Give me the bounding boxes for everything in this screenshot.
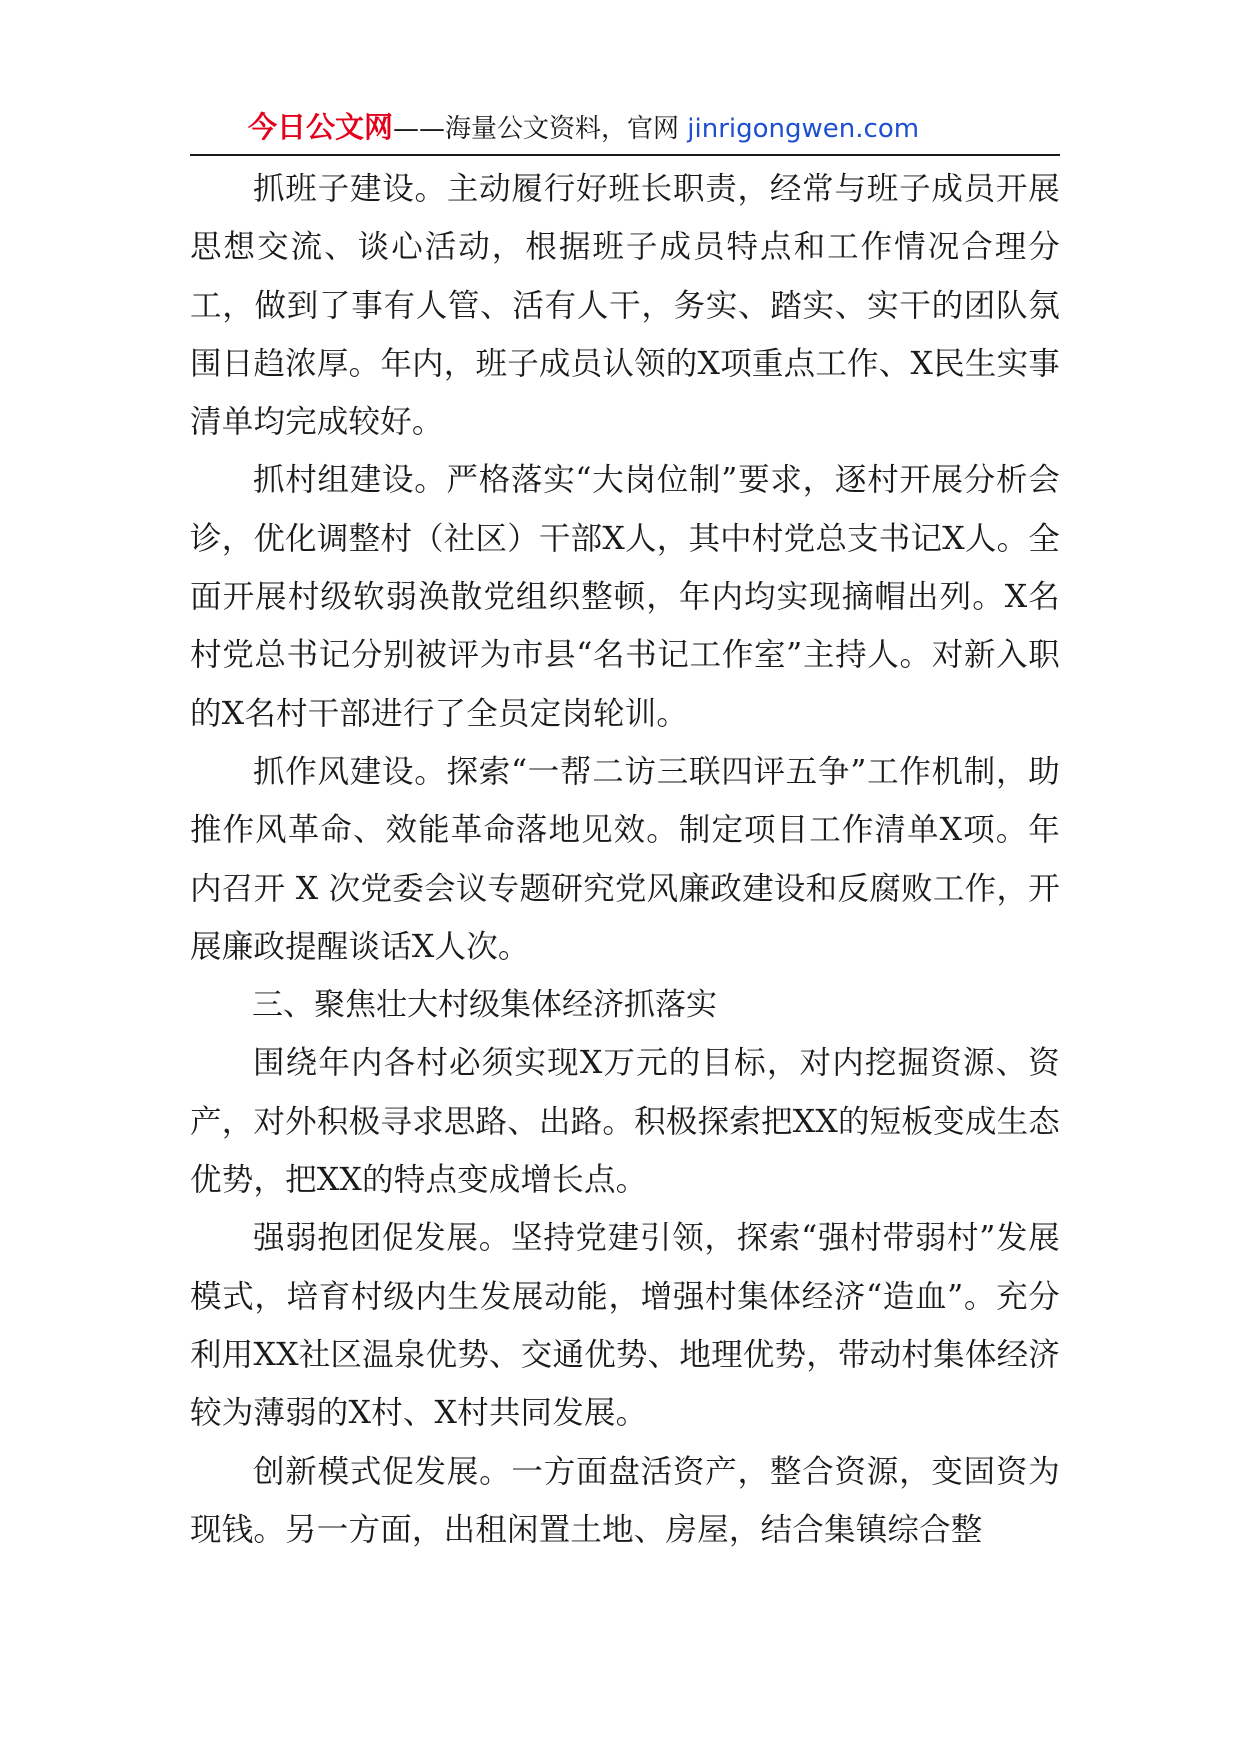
paragraph-innovation: 创新模式促发展。一方面盘活资产，整合资源，变固资为现钱。另一方面，出租闲置土地、房屋，结合集镇综合整 [190, 1453, 1060, 1548]
paragraph-village-building: 抓村组建设。严格落实“大岗位制”要求，逐村开展分析会诊，优化调整村（社区）干部X人，其中村党总支书记X人。全面开展村级软弱涣散党组织整顿，年内均实现摘帽出列。X名村党总书记分别被评为市县“名书记工作室”主持人。对新入职的X名村干部进行了全员定岗轮训。 [190, 462, 1060, 732]
paragraph-strong-weak: 强弱抱团促发展。坚持党建引领，探索“强村带弱村”发展模式，培育村级内生发展动能，增强村集体经济“造血”。充分利用XX社区温泉优势、交通优势、地理优势，带动村集体经济较为薄弱的X村、X村共同发展。 [190, 1220, 1060, 1432]
header-tagline: 海量公文资料，官网 [445, 114, 688, 144]
brand-name: 今日公文网 [248, 110, 394, 144]
website-link[interactable]: jinrigongwen.com [687, 114, 920, 144]
paragraph-style-building: 抓作风建设。探索“一帮二访三联四评五争”工作机制，助推作风革命、效能革命落地见效。制定项目工作清单X项。年内召开 X 次党委会议专题研究党风廉政建设和反腐败工作，开展廉政提醒谈话X人次。 [190, 753, 1060, 965]
paragraph-team-building: 抓班子建设。主动履行好班长职责，经常与班子成员开展思想交流、谈心活动，根据班子成员特点和工作情况合理分工，做到了事有人管、活有人干，务实、踏实、实干的团队氛围日趋浓厚。年内，班子成员认领的X项重点工作、X民生实事清单均完成较好。 [190, 171, 1060, 441]
header-dash: —— [393, 114, 446, 144]
page-header [190, 104, 1060, 156]
document-body [190, 160, 1060, 1559]
section-heading-3: 三、聚焦壮大村级集体经济抓落实 [252, 987, 717, 1024]
header-line [248, 110, 919, 146]
paragraph-economy-goal: 围绕年内各村必须实现X万元的目标，对内挖掘资源、资产，对外积极寻求思路、出路。积极探索把XX的短板变成生态优势，把XX的特点变成增长点。 [190, 1045, 1060, 1199]
